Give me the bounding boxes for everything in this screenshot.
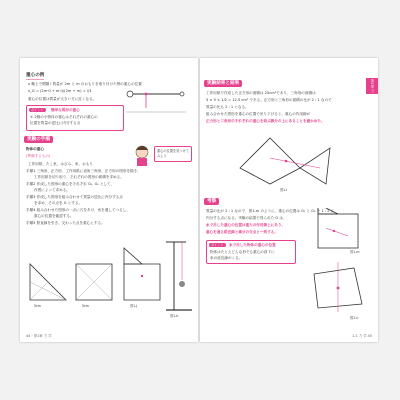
results-line-1: 工作用紙で作成した正方形の面積は 25cm²であり、三角形の面積は xyxy=(206,91,316,95)
character-illustration xyxy=(132,144,152,166)
results-line-4: 組み合わせた図形を重心の位置で吊り下げると、重心の作用線が xyxy=(206,112,311,116)
left-page xyxy=(20,58,198,342)
figure-label-1: 5cm xyxy=(34,304,41,308)
example-heading: 重心の例 xyxy=(26,73,45,78)
step-line-4: 手順2 作成した図形の重心をそれぞれ G₁, G₂ として、 xyxy=(26,182,115,186)
results-line-5: 正方形と三角形のそれぞれの重心を結ぶ線分の上にあることを確かめた。 xyxy=(206,119,325,123)
subheading: 物体の重心 xyxy=(26,147,44,151)
speech-bubble xyxy=(154,146,192,162)
point-line-1: ① 2個の小物体の重心はそれぞれの重心の xyxy=(30,115,98,119)
discussion-line-1: 質量の比が 2 : 1 なので、図1-m のように、重心の位置は G₁ と G₂ を 1 : 2 に xyxy=(206,209,335,213)
step-line-5: 作図によって求める。 xyxy=(34,188,70,192)
point-title: 簡単な図形の重心 xyxy=(51,107,80,112)
figure-caption-l: 図1-l xyxy=(280,188,288,192)
procedure-figures xyxy=(26,240,196,318)
discussion-figures xyxy=(304,208,374,318)
step-line-2: 手順1 三角形、正方形、工作用紙に直角三角形、正方形の図形を描き、 xyxy=(26,169,141,173)
results-line-2: 5 × 5 × 1/2 = 12.5 cm² である。正方形と三角形の面積の比が 2 : 1 なので xyxy=(206,98,332,102)
point-box-right xyxy=(206,240,296,264)
point-title-right: 糸で吊した物体の重心の位置 xyxy=(229,242,276,247)
figure-caption-n: 図1-n xyxy=(350,316,359,320)
point-label: ポイント xyxy=(31,108,44,112)
chapter-side-tab: 第1部 力学 xyxy=(366,78,378,94)
results-line-3: 質量の比も 2 : 1 となる。 xyxy=(206,105,249,109)
step-line-10: 手順5 鉛直線を引き、交わった点を重心とする。 xyxy=(26,221,105,225)
figure-caption-j: 図1-j xyxy=(130,304,138,308)
point-line-right-1: 物体はたとえどんな形でも重心の真下に xyxy=(210,250,275,254)
step-line-6: 手順3 作成した図形を組み合わせて質量の逆比に内分する点 xyxy=(26,195,123,199)
step-line-3: 工作用紙を切り取り、それぞれの図形の面積を求める。 xyxy=(34,175,124,179)
discussion-line-2: 内分する点になる。実験の結果で得られた G は、 xyxy=(206,216,287,220)
lever-diagram xyxy=(124,82,190,118)
discussion-line-3: 糸で吊した重心の位置は重力の作用線上にあり、 xyxy=(206,223,286,227)
point-box xyxy=(26,105,124,131)
discussion-line-4: 重心を通る鉛直線と線分の交点と一致する。 xyxy=(206,230,278,234)
example-line-3: 重心の位置は質量が大きい方に近くなる。 xyxy=(28,97,97,101)
right-page xyxy=(200,58,378,342)
point-label-right: ポイント xyxy=(211,243,224,247)
procedure-heading: 実験の手順 xyxy=(24,136,53,143)
example-line-1: x 軸上で間隔 l 質量が 2m と m のおもりを取り付けた棒の重心の位置 xyxy=(28,82,142,86)
point-line-2: 位置を質量の逆比に内分する点 xyxy=(30,121,81,125)
step-line-8: 手順4 組み合わせた図形の一点に穴をあけ、糸を通してつるし、 xyxy=(26,208,130,212)
step-line-7: を求め、その点を G とする。 xyxy=(34,201,83,205)
example-formula: x_G = (2m·0 + m·l)/(2m + m) = l/3 xyxy=(28,89,92,93)
figure-caption-m: 図1-m xyxy=(350,250,360,254)
discussion-heading: 考察 xyxy=(204,198,219,205)
point-line-right-2: 糸の延長線がくる。 xyxy=(210,256,243,260)
speech-text: 重心の位置を見つけてみよう xyxy=(157,149,189,158)
page-footer-right: 1-1 力 学 45 xyxy=(352,334,372,338)
step-line-1: 工作用紙、たこ糸、はさみ、糸、おもり xyxy=(28,162,93,166)
figure-caption-k: 図1-k xyxy=(170,314,179,318)
figure-label-2: 5cm xyxy=(82,304,89,308)
step-line-9: 重心の位置を確認する。 xyxy=(34,214,74,218)
results-heading: 実験結果と結果 xyxy=(204,80,242,87)
result-figure xyxy=(230,128,340,188)
page-footer-left: 44・第1章 力 学 xyxy=(26,334,52,338)
prep-note: (準備するもの) xyxy=(26,154,51,158)
